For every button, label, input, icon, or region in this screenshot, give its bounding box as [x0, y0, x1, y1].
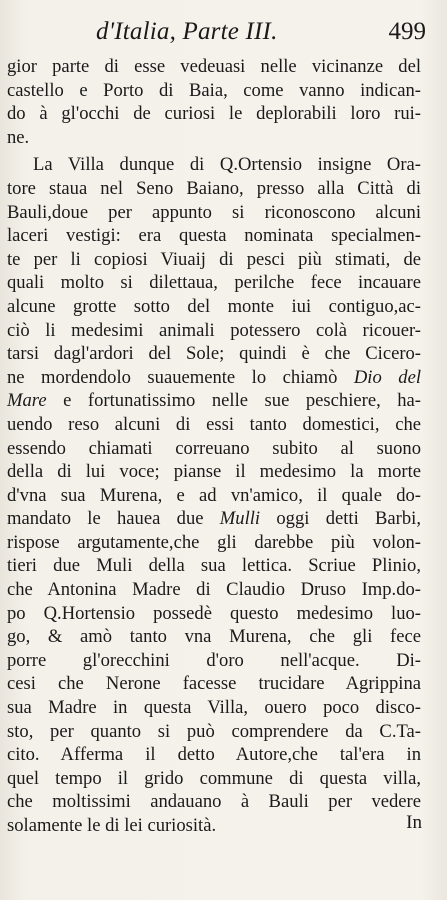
text-line: Mare e fortunatissimo nelle sue peschiere, ha-: [7, 390, 421, 412]
text-line: ne mordendolo suauemente lo chiamò Dio del: [7, 366, 421, 388]
text-line: sto, per quanto si può comprendere da C.Ta-: [7, 720, 421, 742]
text-line: La Villa dunque di Q.Ortensio insigne Ora-: [33, 154, 421, 176]
text-line: che Antonina Madre di Claudio Druso Imp.do-: [7, 579, 421, 601]
text-line: sua Madre in questa Villa, ouero poco disco-: [7, 697, 421, 719]
text-line: laceri vestigi: era questa nominata specialmen-: [7, 225, 421, 247]
text-line: porre gl'orecchini d'oro nell'acque. Di-: [7, 649, 421, 671]
text-line: che moltissimi andauano à Bauli per vedere: [7, 791, 421, 813]
text-line: Bauli,doue per appunto si riconoscono alcuni: [7, 201, 421, 223]
text-line: rispose argutamente,che gli darebbe più volon-: [7, 531, 421, 553]
text-line: uendo reso alcuni di essi tanto domestici, che: [7, 413, 421, 435]
text-line: ciò li medesimi animali potessero colà ricouer-: [7, 319, 421, 341]
text-line: solamente le di lei curiosità.: [7, 815, 217, 836]
text-line: do à gl'occhi de curiosi le deplorabili loro rui-: [7, 103, 421, 125]
text-line: tore staua nel Seno Baiano, presso alla Città di: [7, 177, 421, 199]
catchword: In: [406, 812, 422, 833]
text-line: della di lui voce; pianse il medesimo la morte: [7, 461, 421, 483]
text-line: tieri due Muli della sua lettica. Scriue Plinio,: [7, 555, 421, 577]
text-line: cesi che Nerone facesse trucidare Agrippina: [7, 673, 421, 695]
body-text: [7, 55, 421, 838]
text-line: essendo chiamati correuano subito al suono: [7, 437, 421, 459]
text-line: castello e Porto di Baia, come vanno indican-: [7, 79, 421, 101]
text-line: quali molto si dilettaua, perilche fece incauare: [7, 272, 421, 294]
text-line: po Q.Hortensio possedè questo medesimo luo-: [7, 602, 421, 624]
text-line: mandato le hauea due Mulli oggi detti Barbi,: [7, 508, 421, 530]
page-number: 499: [388, 18, 426, 45]
text-line: tarsi dagl'ardori del Sole; quindi è che Cicero-: [7, 343, 421, 365]
text-line: alcune grotte sotto del monte iui contiguo,ac-: [7, 295, 421, 317]
text-line: cito. Afferma il detto Autore,che tal'era in: [7, 744, 421, 766]
text-line: te per li copiosi Viuaij di pesci più stimati, de: [7, 248, 421, 270]
running-head: d'Italia, Parte III.: [96, 18, 278, 45]
text-line: gior parte di esse vedeuasi nelle vicinanze del: [7, 56, 421, 77]
text-line: ne.: [7, 126, 30, 148]
text-line: go, & amò tanto vna Murena, che gli fece: [7, 626, 421, 648]
text-line: d'vna sua Murena, e ad vn'amico, il quale do-: [7, 484, 421, 506]
text-line: quel tempo il grido commune di questa villa,: [7, 767, 421, 789]
page-header: [96, 18, 426, 44]
